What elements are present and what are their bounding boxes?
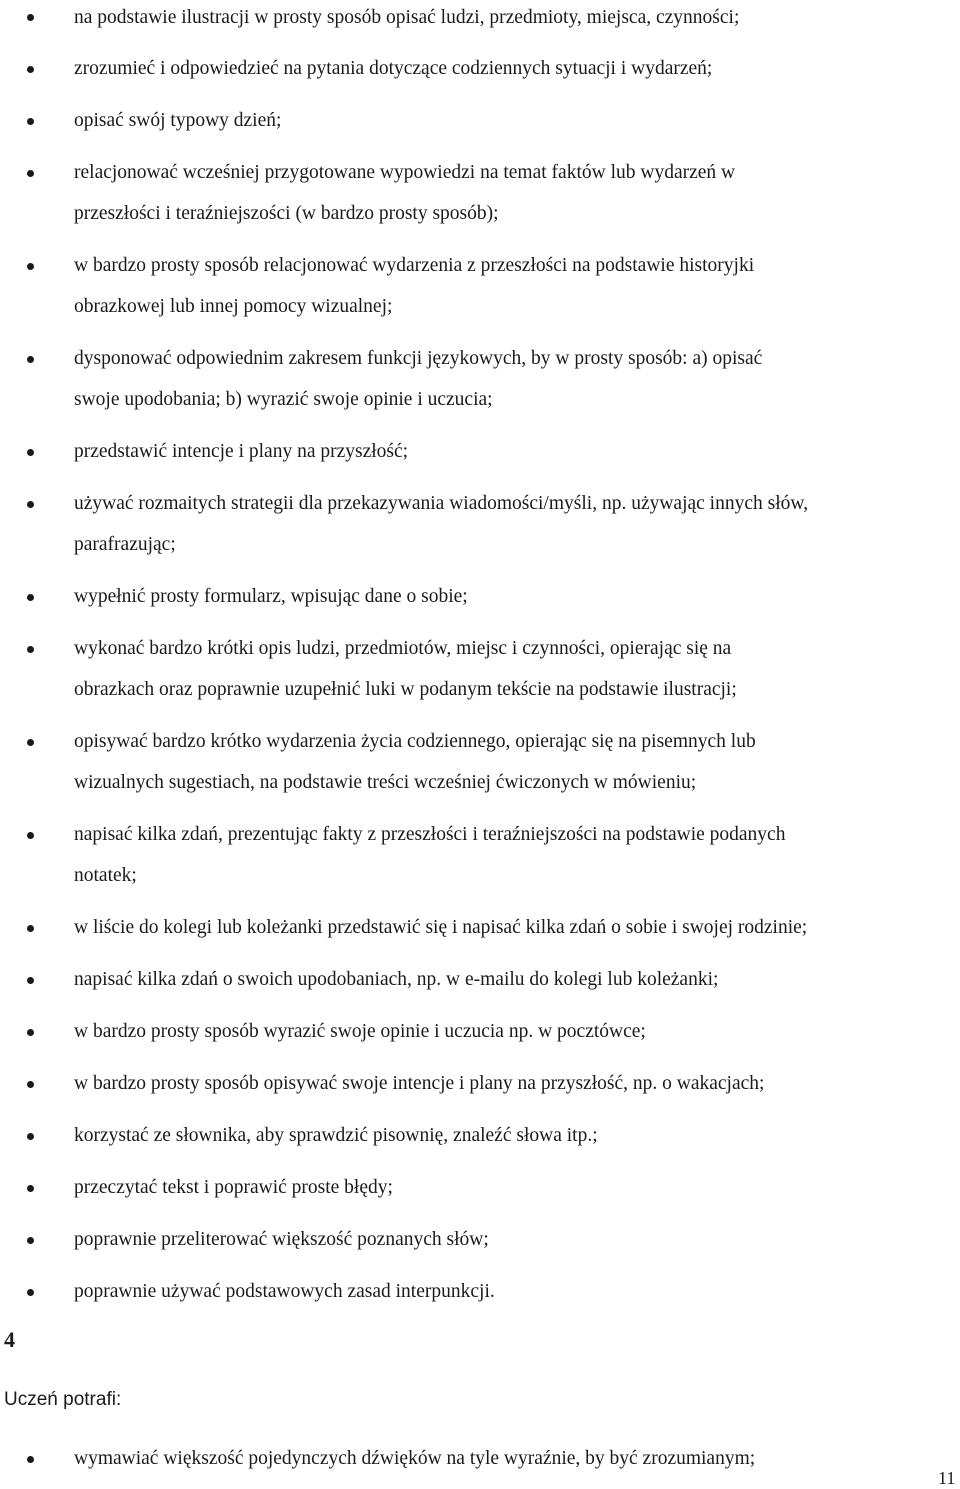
list-item-line: wizualnych sugestiach, na podstawie treści wcześniej ćwiczonych w mówieniu;: [74, 772, 697, 793]
bullet-icon: [27, 739, 34, 746]
list-item-line: w liście do kolegi lub koleżanki przedstawić się i napisać kilka zdań o sobie i swojej rodzinie;: [74, 917, 808, 938]
list-item-line: przedstawić intencje i plany na przyszłość;: [74, 441, 409, 462]
bullet-icon: [27, 1289, 34, 1296]
list-item-line: korzystać ze słownika, aby sprawdzić pisownię, znaleźć słowa itp.;: [74, 1125, 598, 1146]
bullet-icon: [27, 356, 34, 363]
list-item-line: dysponować odpowiednim zakresem funkcji językowych, by w prosty sposób: a) opisać: [74, 348, 763, 369]
list-item-line: na podstawie ilustracji w prosty sposób opisać ludzi, przedmioty, miejsca, czynności;: [74, 7, 740, 28]
list-item-line: wykonać bardzo krótki opis ludzi, przedmiotów, miejsc i czynności, opierając się na: [74, 638, 732, 659]
list-item-line: obrazkach oraz poprawnie uzupełnić luki w podanym tekście na podstawie ilustracji;: [74, 679, 737, 700]
list-item-line: obrazkowej lub innej pomocy wizualnej;: [74, 296, 393, 317]
list-item-line: w bardzo prosty sposób opisywać swoje intencje i plany na przyszłość, np. o wakacjach;: [74, 1073, 765, 1094]
page-number: 11: [938, 1468, 956, 1488]
bullet-icon: [27, 1237, 34, 1244]
bullet-icon: [27, 14, 34, 21]
bullet-icon: [27, 66, 34, 73]
list-item-line: napisać kilka zdań o swoich upodobaniach, np. w e-mailu do kolegi lub koleżanki;: [74, 969, 719, 990]
list-item-line: notatek;: [74, 865, 137, 886]
list-item-line: poprawnie przeliterować większość poznanych słów;: [74, 1229, 489, 1250]
list-item-line: poprawnie używać podstawowych zasad interpunkcji.: [74, 1281, 495, 1302]
bullet-icon: [27, 977, 34, 984]
list-item-line: opisać swój typowy dzień;: [74, 110, 282, 131]
bullet-icon: [27, 1456, 34, 1463]
list-item-line: opisywać bardzo krótko wydarzenia życia codziennego, opierając się na pisemnych lub: [74, 731, 756, 752]
bullet-icon: [27, 170, 34, 177]
list-item-line: napisać kilka zdań, prezentując fakty z przeszłości i teraźniejszości na podstawie podanych: [74, 824, 786, 845]
bullet-icon: [27, 646, 34, 653]
list-item-line: w bardzo prosty sposób wyrazić swoje opinie i uczucia np. w pocztówce;: [74, 1021, 646, 1042]
list-item-line: wymawiać większość pojedynczych dźwięków na tyle wyraźnie, by być zrozumianym;: [74, 1448, 756, 1469]
bullet-icon: [27, 449, 34, 456]
bullet-icon: [27, 832, 34, 839]
list-item-line: przeczytać tekst i poprawić proste błędy;: [74, 1177, 393, 1198]
list-item-line: używać rozmaitych strategii dla przekazywania wiadomości/myśli, np. używając innych słów,: [74, 493, 809, 514]
bullet-icon: [27, 925, 34, 932]
bullet-icon: [27, 1133, 34, 1140]
bullet-icon: [27, 263, 34, 270]
list-item-line: przeszłości i teraźniejszości (w bardzo prosty sposób);: [74, 203, 499, 224]
bullet-icon: [27, 594, 34, 601]
bullet-icon: [27, 1185, 34, 1192]
list-item-line: wypełnić prosty formularz, wpisując dane o sobie;: [74, 586, 468, 607]
bullet-icon: [27, 118, 34, 125]
section-intro: Uczeń potrafi:: [4, 1389, 122, 1410]
list-item-line: relacjonować wcześniej przygotowane wypowiedzi na temat faktów lub wydarzeń w: [74, 162, 736, 183]
bullet-icon: [27, 1081, 34, 1088]
list-item-line: zrozumieć i odpowiedzieć na pytania dotyczące codziennych sytuacji i wydarzeń;: [74, 58, 713, 79]
list-item-line: swoje upodobania; b) wyrazić swoje opinie i uczucia;: [74, 389, 493, 410]
section-number: 4: [4, 1327, 15, 1352]
bullet-icon: [27, 501, 34, 508]
list-item-line: parafrazując;: [74, 534, 176, 555]
bullet-icon: [27, 1029, 34, 1036]
list-item-line: w bardzo prosty sposób relacjonować wydarzenia z przeszłości na podstawie historyjki: [74, 255, 755, 276]
